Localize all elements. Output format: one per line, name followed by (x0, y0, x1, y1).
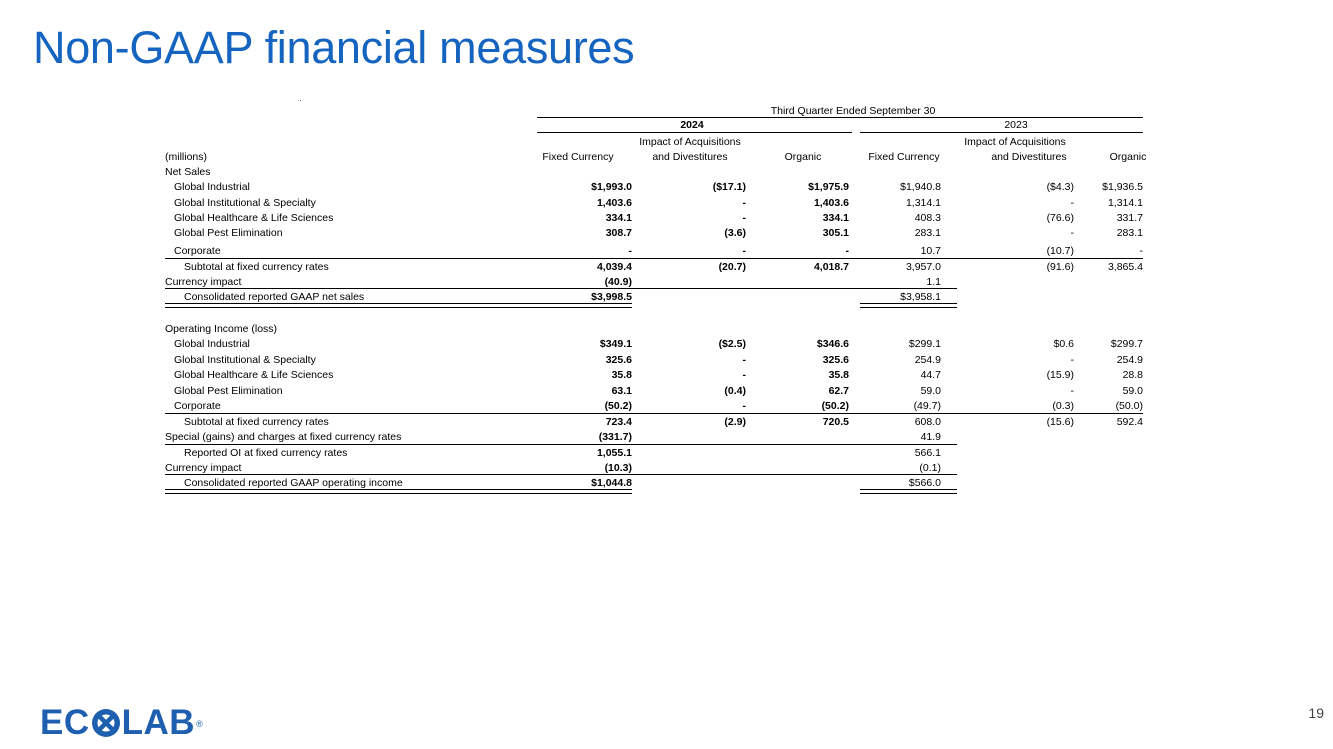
operating-income-cell: 35.8 (828, 369, 849, 381)
operating-income-cell: $0.6 (1053, 338, 1074, 350)
logo-prefix: EC (40, 703, 90, 742)
net-sales-cell: - (1139, 245, 1143, 257)
oi-subtotal-rule (165, 413, 1143, 414)
net-sales-cell: - (742, 212, 746, 224)
net-sales-cell: - (742, 245, 746, 257)
oi-total-rule-2023 (860, 489, 957, 494)
operating-income-cell: - (1070, 354, 1074, 366)
net-sales-cell: (10.7) (1046, 245, 1074, 257)
operating-income-cell: (49.7) (913, 400, 941, 412)
operating-income-cell: - (742, 400, 746, 412)
slide-title: Non-GAAP financial measures (33, 22, 635, 73)
net-sales-row-label: Global Institutional & Specialty (174, 197, 316, 209)
period-header: Third Quarter Ended September 30 (770, 105, 936, 117)
net-sales-cell: $3,998.5 (591, 291, 632, 303)
operating-income-cell: - (1070, 385, 1074, 397)
operating-income-cell: (0.1) (919, 462, 941, 474)
operating-income-cell: 723.4 (605, 416, 632, 428)
operating-income-row-label: Global Pest Elimination (174, 385, 283, 397)
ns-total-rule-2023 (860, 303, 957, 308)
net-sales-cell: $1,940.8 (900, 181, 941, 193)
year-2023-rule (860, 132, 1143, 133)
net-sales-cell: 283.1 (914, 227, 941, 239)
operating-income-cell: (10.3) (604, 462, 632, 474)
net-sales-cell: $1,975.9 (808, 181, 849, 193)
operating-income-cell: $299.7 (1110, 338, 1143, 350)
net-sales-cell: 3,865.4 (1107, 261, 1143, 273)
operating-income-cell: (0.3) (1052, 400, 1074, 412)
operating-income-cell: 720.5 (822, 416, 849, 428)
operating-income-cell: 41.9 (920, 431, 941, 443)
operating-income-cell: 254.9 (914, 354, 941, 366)
operating-income-cell: (50.2) (821, 400, 849, 412)
net-sales-cell: - (1070, 197, 1074, 209)
oi-special-rule (165, 444, 957, 445)
net-sales-cell: 1,403.6 (596, 197, 632, 209)
net-sales-cell: 1.1 (926, 276, 941, 288)
net-sales-cell: (20.7) (718, 261, 746, 273)
net-sales-cell: 408.3 (914, 212, 941, 224)
units-label: (millions) (165, 151, 207, 163)
net-sales-cell: 305.1 (822, 227, 849, 239)
oi-currency-rule (165, 474, 957, 475)
operating-income-cell: (15.6) (1046, 416, 1074, 428)
net-sales-row-label: Currency impact (165, 276, 242, 288)
net-sales-cell: - (845, 245, 849, 257)
net-sales-row-label: Global Healthcare & Life Sciences (174, 212, 334, 224)
operating-income-cell: 254.9 (1116, 354, 1143, 366)
operating-income-cell: 592.4 (1116, 416, 1143, 428)
operating-income-cell: (15.9) (1046, 369, 1074, 381)
operating-income-cell: (0.4) (724, 385, 746, 397)
operating-income-cell: ($2.5) (718, 338, 746, 350)
operating-income-cell: - (742, 354, 746, 366)
net-sales-section-label: Net Sales (165, 166, 211, 178)
net-sales-cell: - (742, 197, 746, 209)
operating-income-cell: $566.0 (908, 477, 941, 489)
net-sales-cell: - (1070, 227, 1074, 239)
operating-income-cell: 59.0 (1122, 385, 1143, 397)
operating-income-cell: 28.8 (1122, 369, 1143, 381)
operating-income-cell: 44.7 (920, 369, 941, 381)
year-2023-header: 2023 (1004, 119, 1028, 131)
net-sales-cell: ($17.1) (712, 181, 746, 193)
net-sales-cell: $3,958.1 (900, 291, 941, 303)
ns-subtotal-rule (165, 258, 1143, 259)
net-sales-cell: $1,993.0 (591, 181, 632, 193)
year-2024-rule (537, 132, 852, 133)
impact-header-2024-line2: and Divestitures (652, 151, 728, 163)
page-number: 19 (1308, 705, 1324, 721)
impact-header-2023-line2: and Divestitures (991, 151, 1067, 163)
operating-income-cell: $349.1 (599, 338, 632, 350)
net-sales-cell: 308.7 (605, 227, 632, 239)
fixed-currency-header-2023: Fixed Currency (868, 151, 940, 163)
organic-header-2024: Organic (784, 151, 822, 163)
net-sales-cell: $1,936.5 (1102, 181, 1143, 193)
net-sales-cell: 1,314.1 (905, 197, 941, 209)
operating-income-row-label: Reported OI at fixed currency rates (184, 447, 348, 459)
net-sales-cell: 4,018.7 (813, 261, 849, 273)
operating-income-section-label: Operating Income (loss) (165, 323, 278, 335)
header-rule (537, 117, 1143, 118)
logo-o-icon (91, 708, 121, 738)
operating-income-cell: 325.6 (605, 354, 632, 366)
net-sales-cell: 1,403.6 (813, 197, 849, 209)
operating-income-cell: 1,055.1 (596, 447, 632, 459)
oi-total-rule-2024 (165, 489, 632, 494)
net-sales-cell: 334.1 (605, 212, 632, 224)
net-sales-cell: 10.7 (920, 245, 941, 257)
operating-income-cell: $1,044.8 (591, 477, 632, 489)
operating-income-row-label: Global Industrial (174, 338, 250, 350)
net-sales-cell: (40.9) (604, 276, 632, 288)
operating-income-cell: 566.1 (914, 447, 941, 459)
operating-income-cell: $299.1 (908, 338, 941, 350)
ns-currency-rule (165, 288, 957, 289)
net-sales-cell: 331.7 (1116, 212, 1143, 224)
operating-income-cell: 325.6 (822, 354, 849, 366)
year-2024-header: 2024 (680, 119, 704, 131)
net-sales-cell: (76.6) (1046, 212, 1074, 224)
operating-income-row-label: Global Healthcare & Life Sciences (174, 369, 334, 381)
net-sales-cell: (3.6) (724, 227, 746, 239)
registered-mark: ® (196, 719, 204, 729)
net-sales-cell: ($4.3) (1046, 181, 1074, 193)
operating-income-cell: 59.0 (920, 385, 941, 397)
ecolab-logo (40, 703, 204, 742)
operating-income-cell: (331.7) (598, 431, 632, 443)
net-sales-cell: 334.1 (822, 212, 849, 224)
net-sales-row-label: Consolidated reported GAAP net sales (184, 291, 365, 303)
operating-income-row-label: Corporate (174, 400, 221, 412)
operating-income-cell: 608.0 (914, 416, 941, 428)
net-sales-cell: (91.6) (1046, 261, 1074, 273)
net-sales-row-label: Subtotal at fixed currency rates (184, 261, 329, 273)
net-sales-cell: 4,039.4 (596, 261, 632, 273)
operating-income-cell: $346.6 (816, 338, 849, 350)
operating-income-cell: (2.9) (724, 416, 746, 428)
operating-income-row-label: Currency impact (165, 462, 242, 474)
fixed-currency-header-2024: Fixed Currency (542, 151, 614, 163)
operating-income-row-label: Subtotal at fixed currency rates (184, 416, 329, 428)
operating-income-cell: 62.7 (828, 385, 849, 397)
net-sales-row-label: Global Industrial (174, 181, 250, 193)
net-sales-row-label: Corporate (174, 245, 221, 257)
net-sales-cell: - (628, 245, 632, 257)
operating-income-row-label: Special (gains) and charges at fixed currency rates (165, 431, 402, 443)
net-sales-cell: 3,957.0 (905, 261, 941, 273)
impact-header-2024-line1: Impact of Acquisitions (639, 136, 741, 148)
net-sales-cell: 283.1 (1116, 227, 1143, 239)
operating-income-cell: - (742, 369, 746, 381)
logo-suffix: LAB (121, 703, 196, 742)
operating-income-cell: (50.0) (1115, 400, 1143, 412)
impact-header-2023-line1: Impact of Acquisitions (964, 136, 1066, 148)
net-sales-row-label: Global Pest Elimination (174, 227, 283, 239)
operating-income-cell: 63.1 (611, 385, 632, 397)
net-sales-cell: 1,314.1 (1107, 197, 1143, 209)
organic-header-2023: Organic (1109, 151, 1147, 163)
operating-income-cell: (50.2) (604, 400, 632, 412)
operating-income-row-label: Global Institutional & Specialty (174, 354, 316, 366)
operating-income-row-label: Consolidated reported GAAP operating income (184, 477, 403, 489)
operating-income-cell: 35.8 (611, 369, 632, 381)
ns-total-rule-2024 (165, 303, 632, 308)
